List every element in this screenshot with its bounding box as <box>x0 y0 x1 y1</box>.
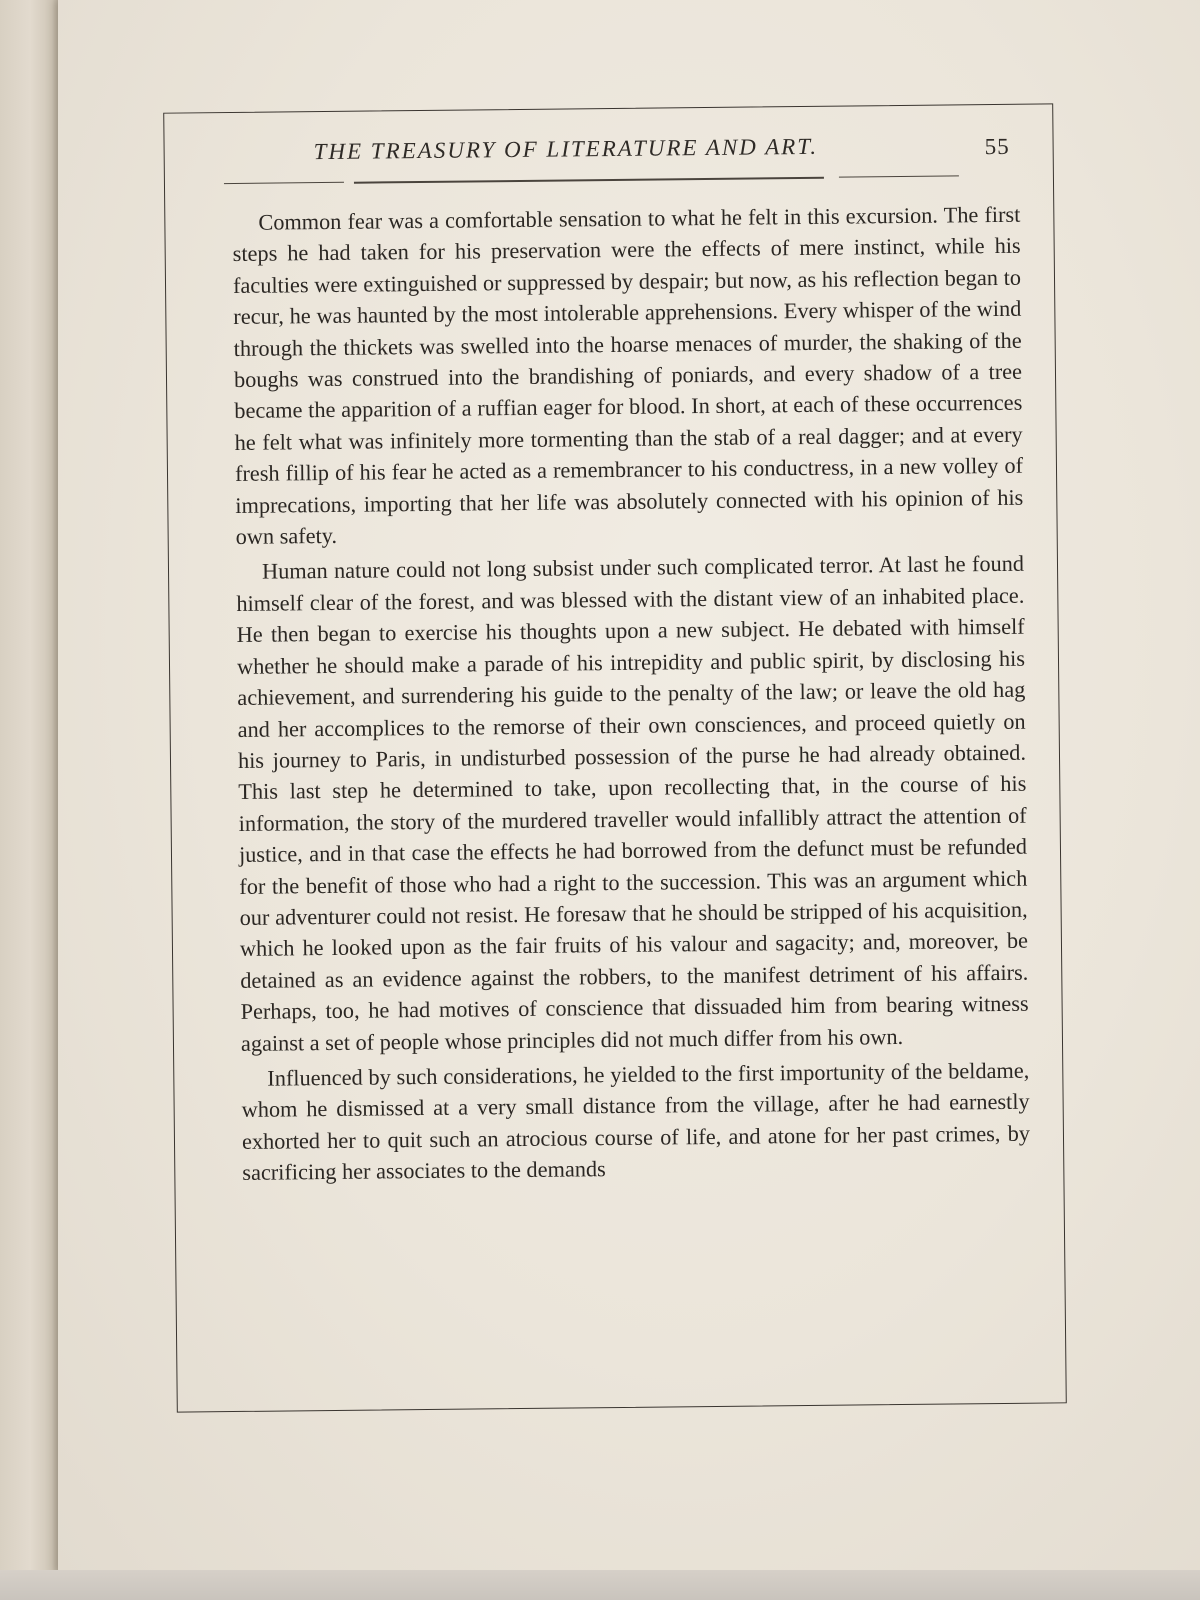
running-title: THE TREASURY OF LITERATURE AND ART. <box>313 133 819 165</box>
table-surface <box>0 1570 1200 1600</box>
paragraph-2: Human nature could not long subsist under such complicated terror. At last he found himself clear of the forest, and was blessed with the distant view of an inhabited place. He then began to exercise his thoughts upon a new subject. He debated with himself whether he should make a parade of his intrepidity and public spirit, by disclosing his achievement, and surrendering his guide to the penalty of the law; or leave the old hag and her accomplices to the remorse of their own consciences, and proceed quietly on his journey to Paris, in undisturbed possession of the purse he had already obtained. This last step he determined to take, upon recollecting that, in the course of his information, the story of the murdered traveller would infallibly attract the attention of justice, and in that case the effects he had borrowed from the defunct must be refunded for the benefit of those who had a right to the succession. This was an argument which our adventurer could not resist. He foresaw that he should be stripped of his acquisition, which he looked upon as the fair fruits of his valour and sagacity; and, moreover, be detained as an evidence against the robbers, to the manifest detriment of his affairs. Perhaps, too, he had motives of conscience that dissuaded him from bearing witness against a set of people whose principles did not much differ from his own. <box>236 551 1029 1056</box>
text-frame <box>163 103 1067 1412</box>
body-text <box>232 199 1030 1193</box>
page-number: 55 <box>984 133 1010 160</box>
facing-page-edge <box>0 0 58 1600</box>
paragraph-3: Influenced by such considerations, he yielded to the first importunity of the beldame, whom he dismissed at a very small distance from the village, after he had earnestly exhorted her to quit such an atrocious course of life, and atone for her past crimes, by sacrificing her associates to the demands <box>241 1057 1031 1186</box>
paragraph-1: Common fear was a comfortable sensation to what he felt in this excursion. The first steps he had taken for his preservation were the effects of mere instinct, while his faculties were extinguished or suppressed by despair; but now, as his reflection began to recur, he was haunted by the most intolerable apprehensions. Every whisper of the wind through the thickets was swelled into the hoarse menaces of murder, the shaking of the boughs was construed into the brandishing of poniards, and every shadow of a tree became the apparition of a ruffian eager for blood. In short, at each of these occurrences he felt what was infinitely more tormenting than the stab of a real dagger; and at every fresh fillip of his fear he acted as a remembrancer to his conductress, in a new volley of imprecations, importing that her life was absolutely connected with his opinion of his own safety. <box>232 201 1024 550</box>
